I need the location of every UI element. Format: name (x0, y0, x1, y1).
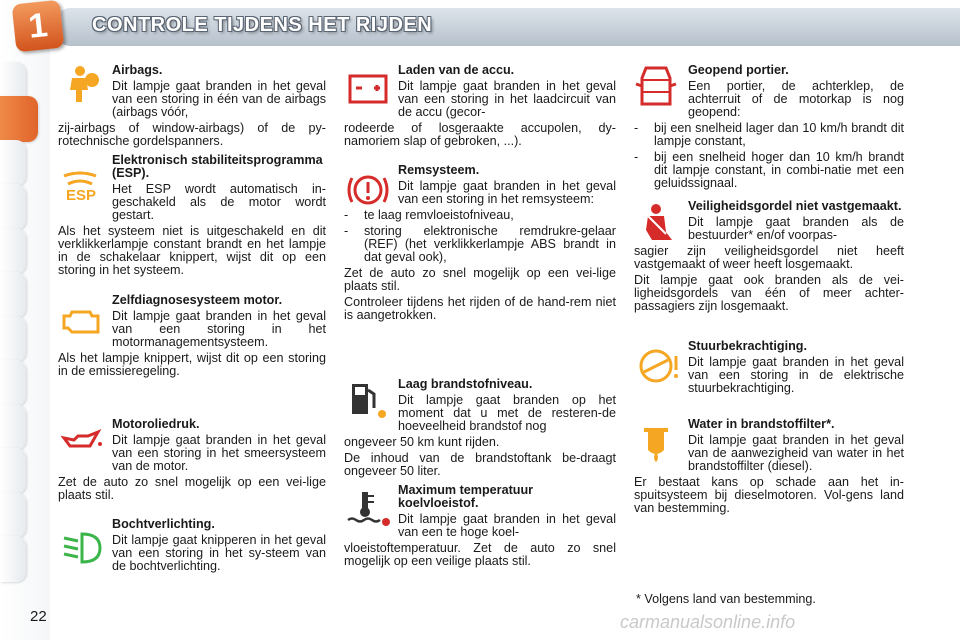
battery-title: Laden van de accu. (398, 63, 515, 77)
brakes-list-item: - storing elektronische remdrukre-gelaar (REF) (het verklikkerlampje ABS brandt in dat geval ook), (344, 224, 616, 264)
door-list-item: - bij een snelheid hoger dan 10 km/h brandt dit lampje constant, in combi-natie met een geluidssignaal. (634, 150, 904, 190)
fuel-text: Dit lampje gaat branden op het moment dat u met de resteren-de hoeveelheid brandstof nog (398, 393, 616, 433)
page-title: CONTROLE TIJDENS HET RIJDEN (92, 14, 433, 36)
seatbelt-title: Veiligheidsgordel niet vastgemaakt. (688, 199, 902, 213)
oil-text: Dit lampje gaat branden in het geval van een storing in het smeersysteem van de motor. (112, 433, 326, 473)
airbags-section (58, 64, 326, 151)
chapter-tab[interactable] (0, 404, 26, 450)
chapter-tab[interactable] (0, 536, 26, 582)
footnote: * Volgens land van bestemming. (636, 592, 816, 606)
seatbelt-section (634, 200, 904, 316)
watermark: carmanualsonline.info (620, 612, 796, 632)
door-text: Een portier, de achterklep, de achterruit of de motorkap is nog geopend: (688, 79, 904, 119)
brakes-title: Remsysteem. (398, 163, 480, 177)
esp-text: Het ESP wordt automatisch in-geschakeld als de motor wordt gestart. (112, 182, 326, 222)
battery-text: Dit lampje gaat branden in het geval van een storing in het laadcircuit van de accu (gecor- (398, 79, 616, 119)
brakes-note-1: Zet de auto zo snel mogelijk op een vei-lige plaats stil. (344, 266, 616, 293)
chapter-tab[interactable] (0, 140, 26, 186)
selfdiag-section (58, 294, 326, 381)
chapter-sidebar (0, 0, 50, 640)
coolant-text-cont: vloeistoftemperatuur. Zet de auto zo snel mogelijk op een veilige plaats stil. (344, 541, 616, 568)
door-title: Geopend portier. (688, 63, 789, 77)
airbags-text: Dit lampje gaat branden in het geval van een storing in één van de airbags (airbags vóór, (112, 79, 326, 119)
chapter-tab[interactable] (0, 360, 26, 406)
fuel-text-cont: ongeveer 50 km kunt rijden. (344, 435, 500, 449)
brakes-list-item: - te laag remvloeistofniveau, (344, 208, 514, 222)
oil-title: Motoroliedruk. (112, 417, 200, 431)
esp-text-cont: Als het systeem niet is uitgeschakeld en dit verklikkerlampje constant brandt en het lampje in de schakelaar knippert, wijst dit op een storing in het systeem. (58, 224, 326, 277)
water-text: Dit lampje gaat branden in het geval van de aanwezigheid van water in het brandstoffilter (diesel). (688, 433, 904, 473)
cornering-text: Dit lampje gaat knipperen in het geval van een storing in het sy-steem van de bochtverlichting. (112, 533, 326, 573)
seatbelt-text: Dit lampje gaat branden als de bestuurder* en/of voorpas- (688, 215, 904, 242)
esp-section (58, 154, 326, 280)
coolant-section (344, 484, 616, 571)
selfdiag-text: Dit lampje gaat branden in het geval van een storing in het motormanagementsysteem. (112, 309, 326, 349)
chapter-tab[interactable] (0, 184, 26, 230)
battery-text-cont: rodeerde of losgeraakte accupolen, dy-namoriem slap of gebroken, ...). (344, 121, 616, 148)
chapter-number-badge: 1 (12, 0, 65, 52)
brakes-section (344, 164, 616, 325)
brakes-text: Dit lampje gaat branden in het geval van een storing in het remsysteem: (398, 179, 616, 206)
coolant-text: Dit lampje gaat branden in het geval van een te hoge koel- (398, 512, 616, 539)
chapter-tab[interactable] (0, 316, 26, 362)
water-section (634, 418, 904, 518)
battery-section (344, 64, 616, 151)
fuel-title: Laag brandstofniveau. (398, 377, 533, 391)
page-number: 22 (30, 608, 47, 625)
coolant-title: Maximum temperatuur koelvloeistof. (398, 483, 534, 510)
fuel-section (344, 378, 616, 481)
steering-section (634, 340, 904, 398)
airbags-title: Airbags. (112, 63, 163, 77)
water-text-cont: Er bestaat kans op schade aan het in-spuitsysteem bij dieselmotoren. Vol-gens land van bestemming. (634, 475, 904, 515)
seatbelt-note: Dit lampje gaat ook branden als de vei-ligheidsgordels van één of meer achter-passagiers zijn losgemaakt. (634, 273, 904, 313)
brakes-note-2: Controleer tijdens het rijden of de hand-rem niet is aangetrokken. (344, 295, 616, 322)
water-title: Water in brandstoffilter*. (688, 417, 835, 431)
chapter-tab[interactable] (0, 272, 26, 318)
fuel-note: De inhoud van de brandstoftank be-draagt ongeveer 50 liter. (344, 451, 616, 478)
selfdiag-text-cont: Als het lampje knippert, wijst dit op een storing in de emissieregeling. (58, 351, 326, 378)
cornering-section (58, 518, 326, 576)
chapter-tab[interactable] (0, 492, 26, 538)
esp-icon-label: ESP (66, 187, 97, 204)
chapter-tab[interactable] (0, 448, 26, 494)
oil-section (58, 418, 326, 505)
selfdiag-title: Zelfdiagnosesysteem motor. (112, 293, 283, 307)
cornering-title: Bochtverlichting. (112, 517, 215, 531)
seatbelt-text-cont: sagier zijn veiligheidsgordel niet heeft vastgemaakt of weer heeft losgemaakt. (634, 244, 904, 271)
chapter-tab[interactable] (0, 228, 26, 274)
oil-text-cont: Zet de auto zo snel mogelijk op een vei-lige plaats stil. (58, 475, 326, 502)
esp-title: Elektronisch stabiliteitsprogramma (ESP). (112, 153, 323, 180)
airbags-text-cont: zij-airbags of window-airbags) of de py-rotechnische gordelspanners. (58, 121, 326, 148)
chapter-tab-active[interactable] (0, 96, 38, 142)
steering-title: Stuurbekrachtiging. (688, 339, 807, 353)
door-section (634, 64, 904, 193)
steering-text: Dit lampje gaat branden in het geval van een storing in de elektrische stuurbekrachtiging. (688, 355, 904, 395)
door-list-item: - bij een snelheid lager dan 10 km/h brandt dit lampje constant, (634, 121, 904, 148)
